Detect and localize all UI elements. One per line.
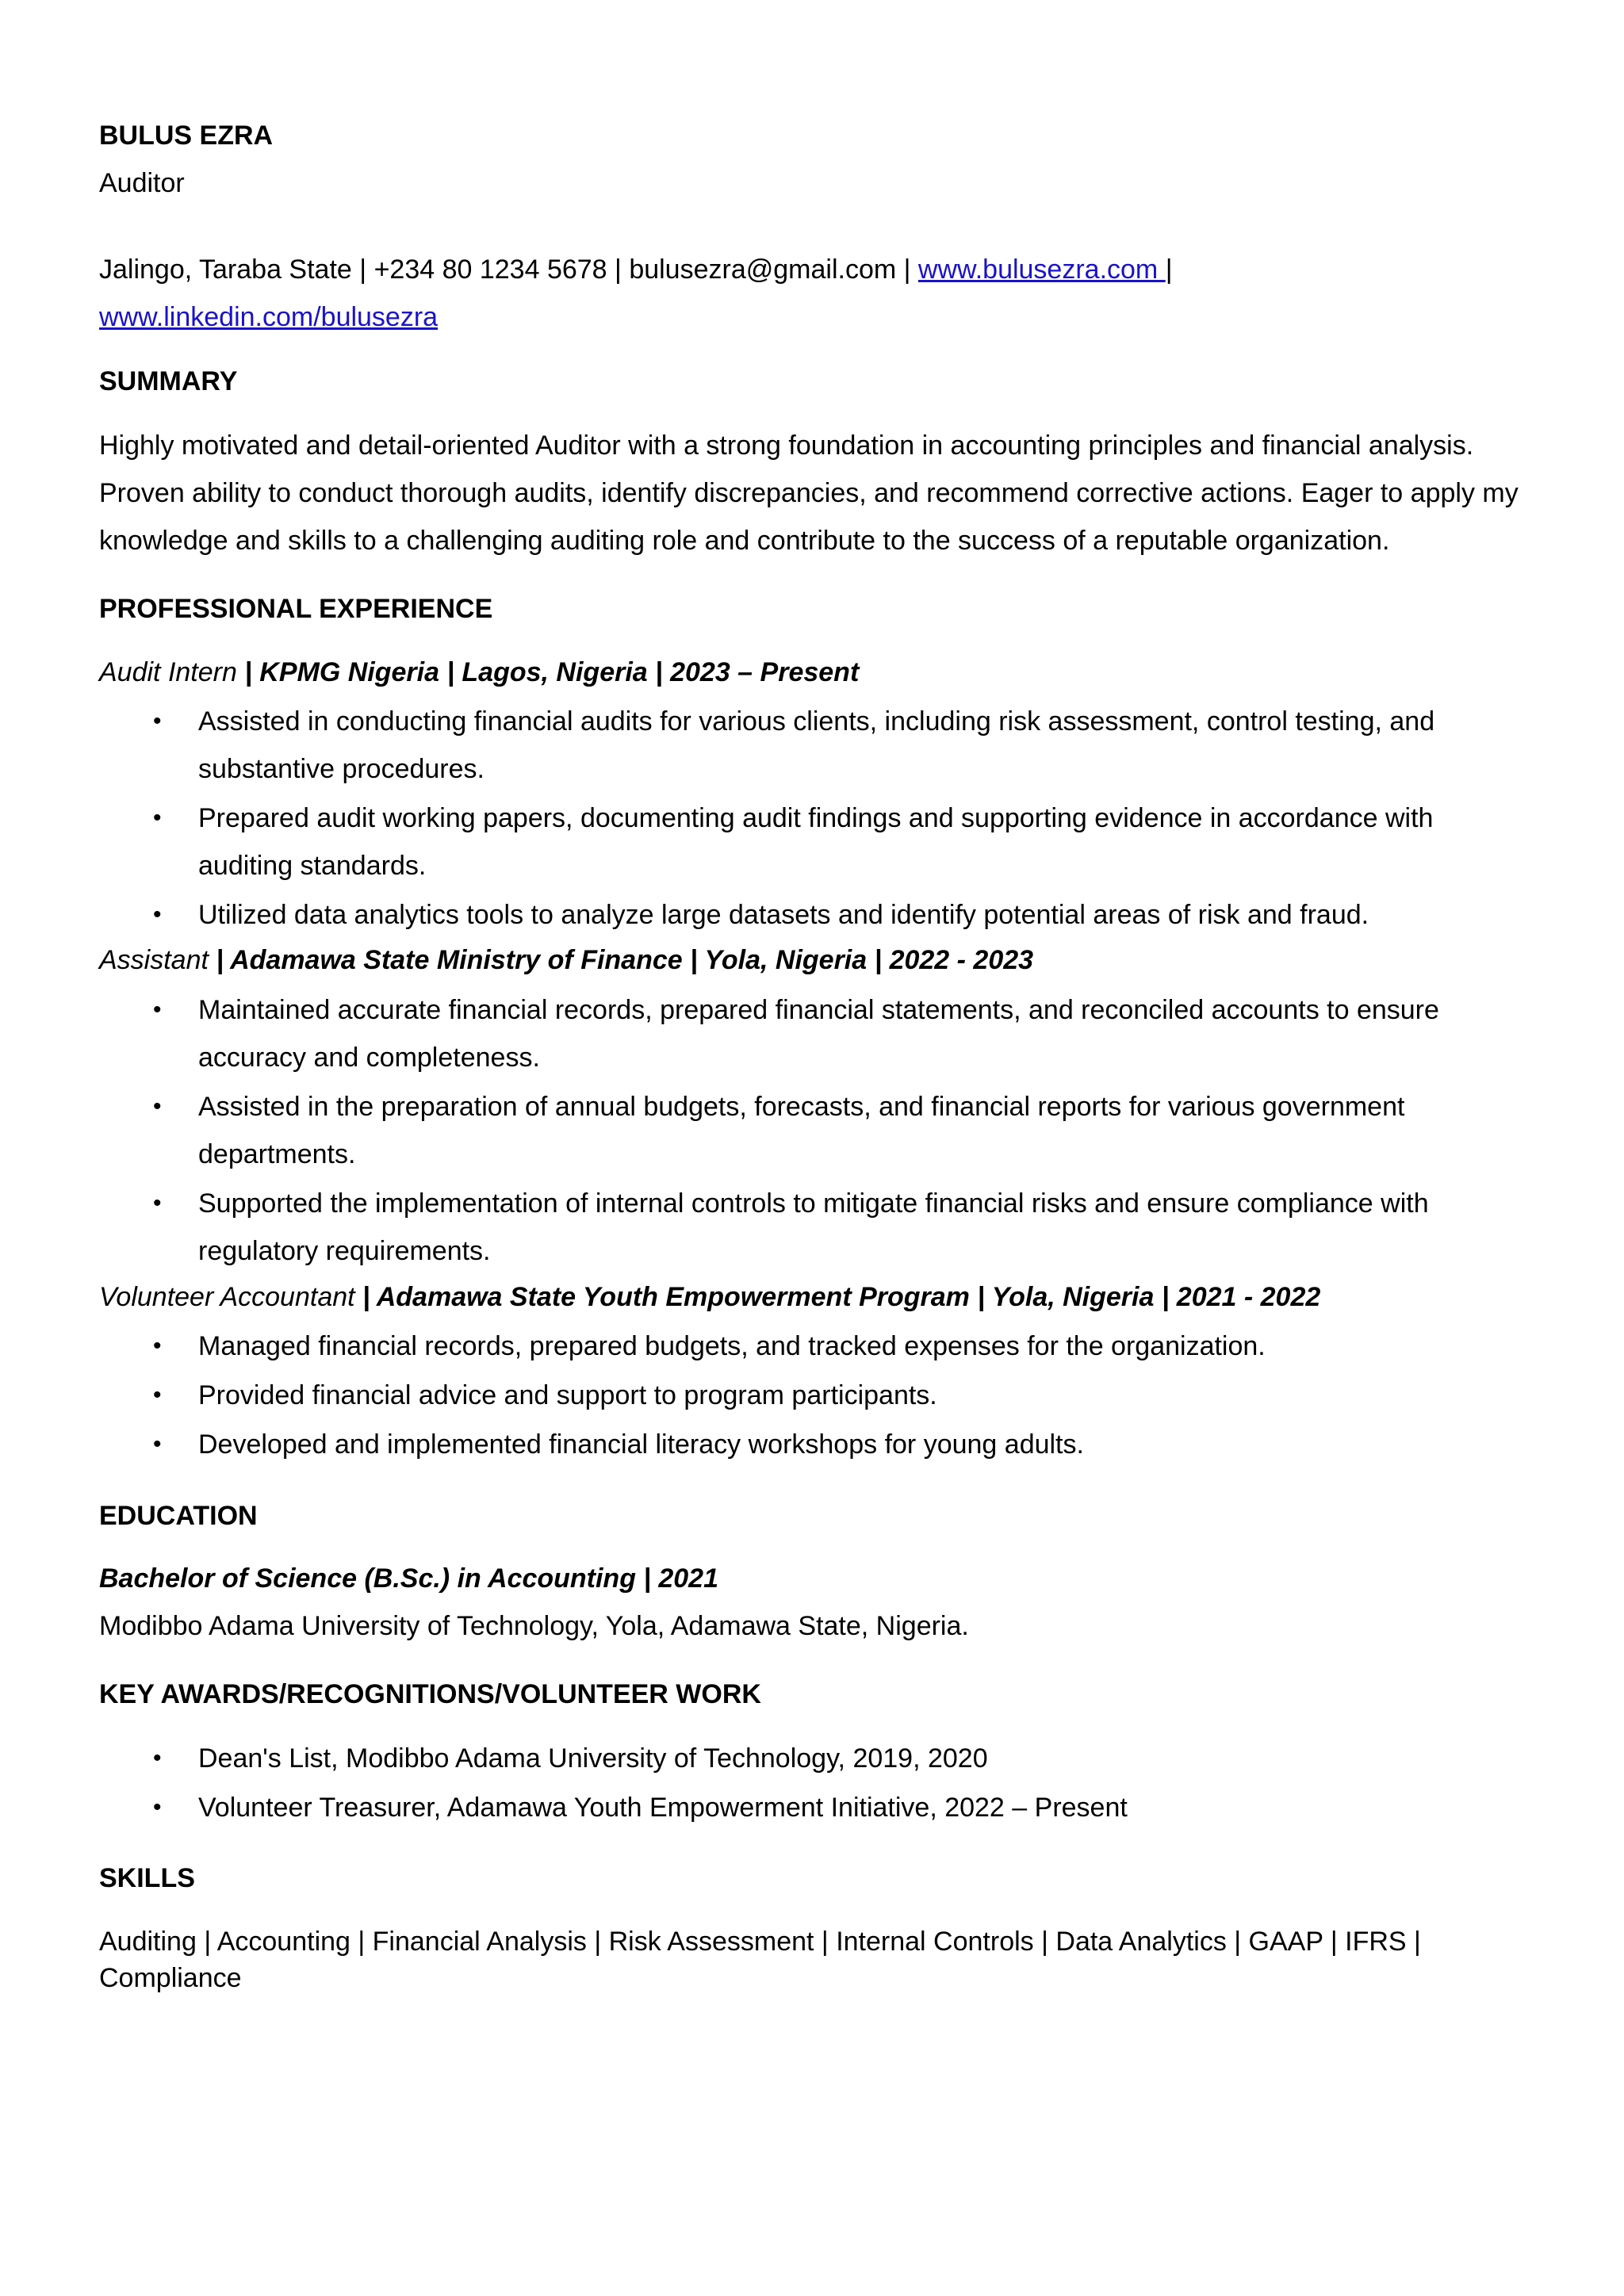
contact-phone: +234 80 1234 5678	[373, 254, 607, 285]
job-bullets-assistant	[99, 986, 1526, 1276]
bullet-icon: •	[153, 1745, 162, 1771]
skills-text: Auditing | Accounting | Financial Analysis | Risk Assessment | Internal Controls | Data Analytics | GAAP | IFRS | Compliance	[99, 1927, 1421, 1993]
list-item: • Assisted in the preparation of annual budgets, forecasts, and financial reports for various government departments.	[99, 1083, 1526, 1178]
list-item: • Provided financial advice and support to program participants.	[99, 1372, 1526, 1419]
list-item: • Dean's List, Modibbo Adama University of Technology, 2019, 2020	[99, 1735, 1526, 1782]
job-header-audit-intern	[99, 656, 859, 689]
contact-line	[99, 246, 1519, 341]
contact-separator: |	[351, 254, 374, 285]
job-role: Volunteer Accountant	[99, 1282, 355, 1312]
website-link[interactable]: www.bulusezra.com	[917, 254, 1166, 285]
bullet-icon: •	[153, 708, 162, 734]
degree-line: Bachelor of Science (B.Sc.) in Accounting | 2021	[99, 1563, 719, 1594]
bullet-icon: •	[153, 1794, 162, 1820]
bullet-icon: •	[153, 997, 162, 1023]
contact-location: Jalingo, Taraba State	[99, 254, 352, 285]
school-line: Modibbo Adama University of Technology, Yola, Adamawa State, Nigeria.	[99, 1611, 969, 1641]
bullet-icon: •	[153, 1190, 162, 1216]
contact-email: bulusezra@gmail.com	[629, 254, 897, 285]
list-item: • Maintained accurate financial records, prepared financial statements, and reconciled accounts to ensure accuracy and completeness.	[99, 986, 1526, 1081]
bullet-icon: •	[153, 901, 162, 928]
summary-text: Highly motivated and detail-oriented Auditor with a strong foundation in accounting principles and financial analysis. Proven ability to conduct thorough audits, identify discrepancies, and recommend corrective actions. Eager to apply my knowledge and skills to a challenging auditing role and contribute to the success of a reputable organization.	[99, 430, 1519, 556]
experience-heading: PROFESSIONAL EXPERIENCE	[99, 594, 493, 624]
bullet-icon: •	[153, 1382, 162, 1408]
contact-separator: |	[896, 254, 918, 285]
job-details: | Adamawa State Ministry of Finance | Yola, Nigeria | 2022 - 2023	[208, 945, 1034, 975]
list-item: • Volunteer Treasurer, Adamawa Youth Empowerment Initiative, 2022 – Present	[99, 1784, 1526, 1831]
job-role: Audit Intern	[99, 657, 237, 687]
job-role: Assistant	[99, 945, 209, 975]
list-item: • Prepared audit working papers, documenting audit findings and supporting evidence in accordance with auditing standards.	[99, 794, 1526, 890]
contact-separator: |	[607, 254, 630, 285]
bullet-icon: •	[153, 1431, 162, 1457]
skills-heading: SKILLS	[99, 1863, 195, 1893]
list-item: • Developed and implemented financial literacy workshops for young adults.	[99, 1421, 1526, 1468]
job-details: | KPMG Nigeria | Lagos, Nigeria | 2023 – Present	[236, 657, 860, 687]
list-item: • Assisted in conducting financial audits for various clients, including risk assessment, control testing, and substantive procedures.	[99, 698, 1526, 793]
bullet-icon: •	[153, 1333, 162, 1359]
linkedin-link[interactable]: www.linkedin.com/bulusezra	[99, 302, 439, 332]
bullet-icon: •	[153, 805, 162, 831]
awards-heading: KEY AWARDS/RECOGNITIONS/VOLUNTEER WORK	[99, 1679, 761, 1709]
contact-separator: |	[1165, 254, 1173, 285]
job-bullets-audit-intern	[99, 698, 1526, 940]
list-item: • Managed financial records, prepared budgets, and tracked expenses for the organization.	[99, 1322, 1526, 1370]
awards-list	[99, 1735, 1526, 1833]
bullet-icon: •	[153, 1093, 162, 1119]
list-item: • Supported the implementation of internal controls to mitigate financial risks and ensure compliance with regulatory requirements.	[99, 1180, 1526, 1275]
job-details: | Adamawa State Youth Empowerment Program | Yola, Nigeria | 2021 - 2022	[354, 1282, 1321, 1312]
job-header-assistant	[99, 943, 1033, 977]
education-heading: EDUCATION	[99, 1501, 258, 1531]
job-bullets-volunteer-accountant	[99, 1322, 1526, 1470]
list-item: • Utilized data analytics tools to analyze large datasets and identify potential areas of risk and fraud.	[99, 891, 1526, 939]
summary-heading: SUMMARY	[99, 366, 238, 396]
candidate-title: Auditor	[99, 168, 185, 198]
candidate-name: BULUS EZRA	[99, 121, 274, 151]
job-header-volunteer-accountant	[99, 1280, 1320, 1314]
